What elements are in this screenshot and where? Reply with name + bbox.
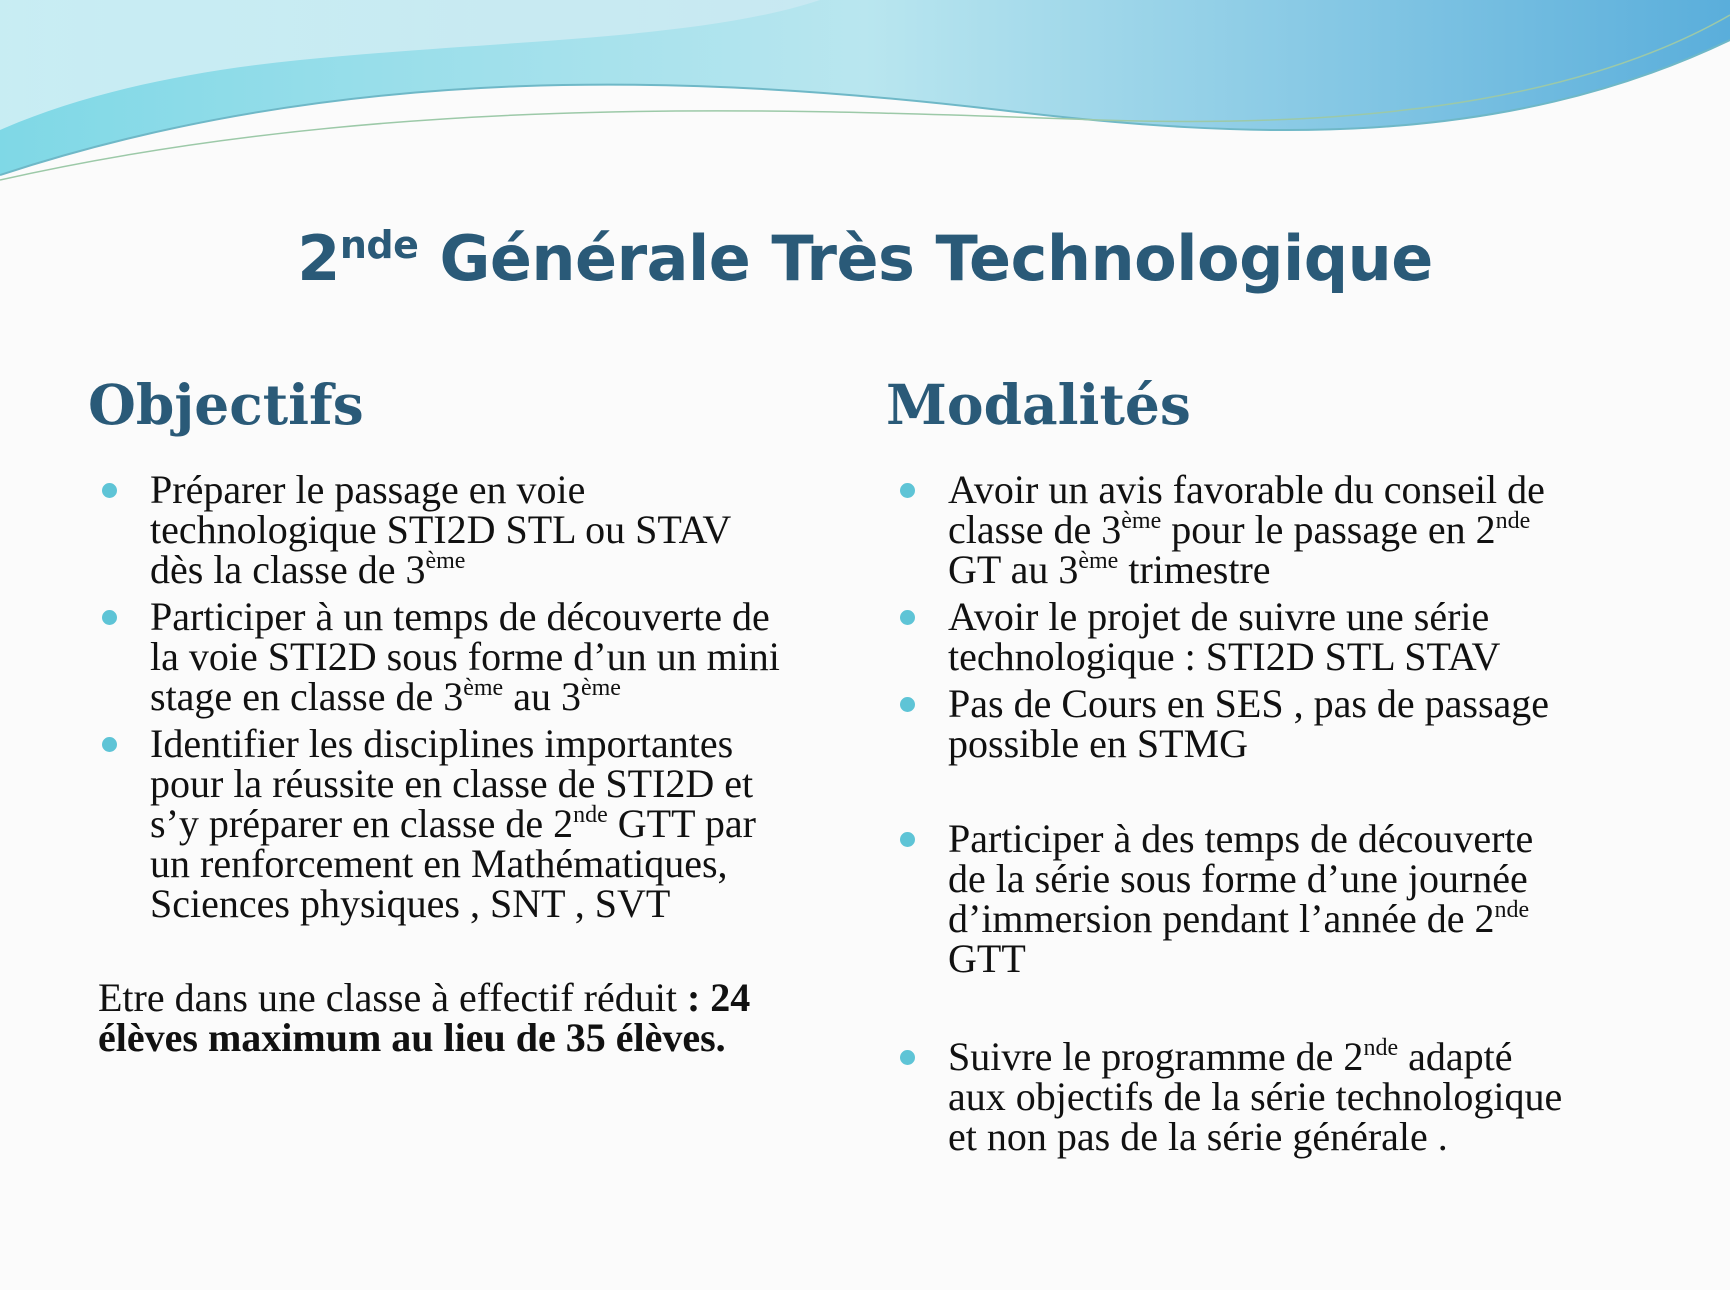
bullet-icon: [102, 610, 117, 625]
class-size-note: Etre dans une classe à effectif réduit : 24 élèves maximum au lieu de 35 élèves.: [98, 975, 751, 1060]
list-item: Avoir le projet de suivre une série technologique : STI2D STL STAV: [896, 597, 1562, 677]
list-item: Participer à un temps de découverte de la voie STI2D sous forme d’un un mini stage en classe de 3ème au 3ème: [98, 597, 780, 717]
slide-title: 2nde Générale Très Technologique: [297, 222, 1433, 295]
objectives-list: [98, 467, 780, 926]
list-item: Avoir un avis favorable du conseil de classe de 3ème pour le passage en 2nde GT au 3ème trimestre: [896, 470, 1562, 590]
list-item: Participer à des temps de découverte de la série sous forme d’une journée d’immersion pendant l’année de 2nde GTT: [896, 819, 1562, 979]
bullet-icon: [900, 610, 915, 625]
bullet-icon: [102, 483, 117, 498]
header-wave-decoration: [0, 0, 1730, 200]
list-item: Suivre le programme de 2nde adapté aux objectifs de la série technologique et non pas de la série générale .: [896, 1037, 1562, 1157]
modalities-heading: Modalités: [886, 372, 1191, 437]
bullet-icon: [102, 737, 117, 752]
bullet-icon: [900, 832, 915, 847]
list-item: Identifier les disciplines importantes pour la réussite en classe de STI2D et s’y préparer en classe de 2nde GTT par un renforcement en Mathématiques, Sciences physiques , SNT , SVT: [98, 724, 780, 924]
list-item: Préparer le passage en voie technologique STI2D STL ou STAV dès la classe de 3ème: [98, 470, 780, 590]
bullet-icon: [900, 1050, 915, 1065]
list-item: Pas de Cours en SES , pas de passage possible en STMG: [896, 684, 1562, 764]
modalities-list: [896, 467, 1563, 1159]
bullet-icon: [900, 483, 915, 498]
bullet-icon: [900, 697, 915, 712]
objectives-heading: Objectifs: [88, 372, 364, 437]
